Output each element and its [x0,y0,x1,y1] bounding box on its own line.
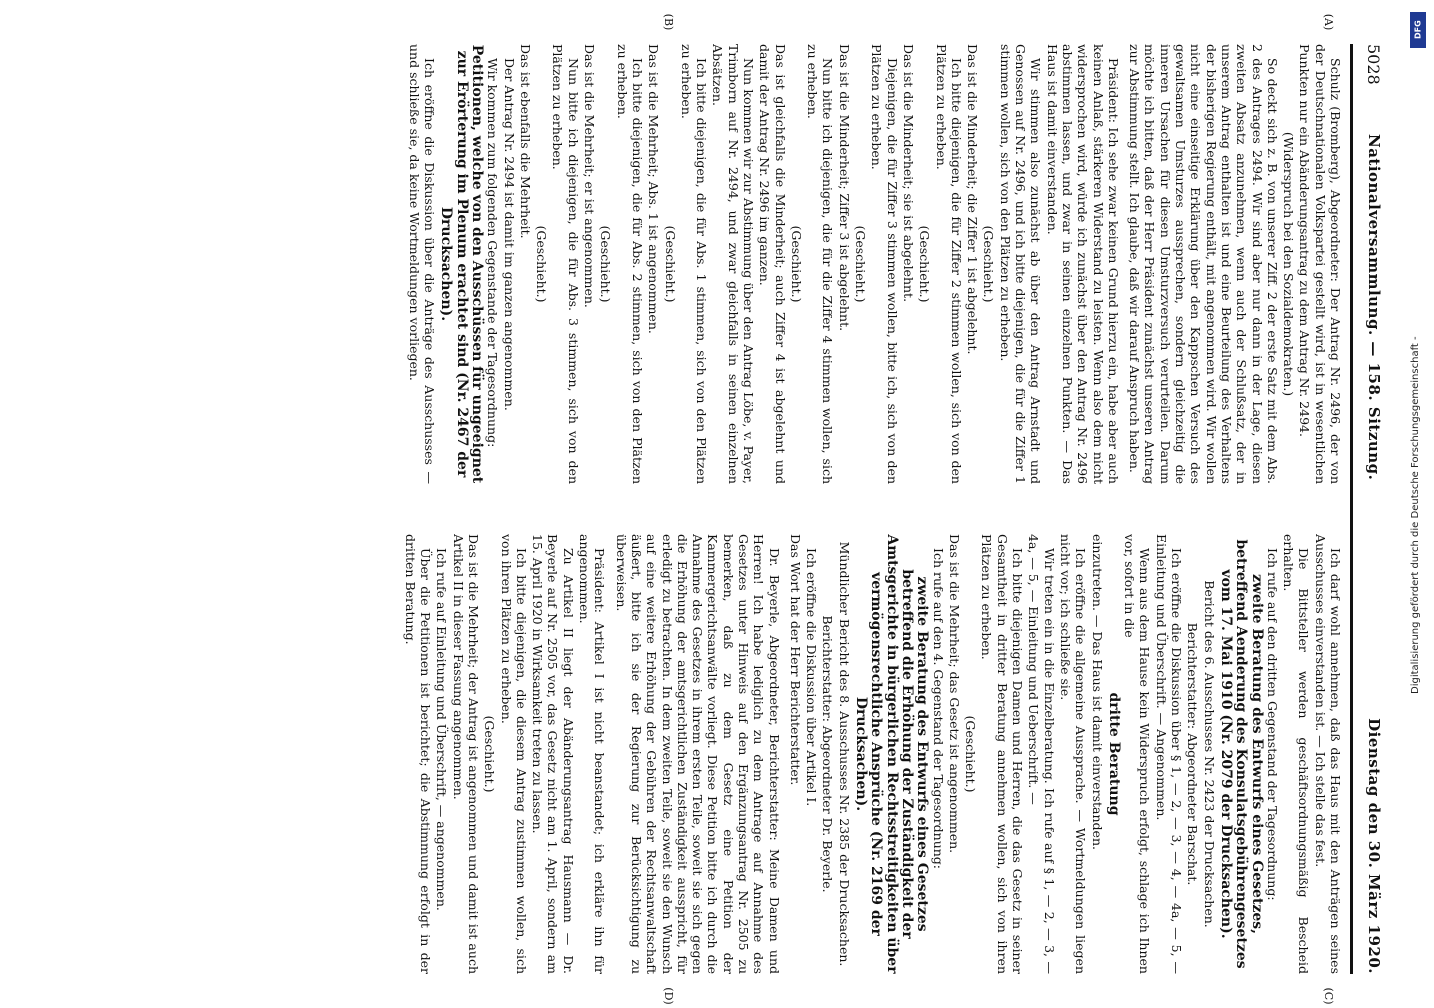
page-header [1355,44,1391,974]
interjection: (Geschieht.) [534,225,550,303]
paragraph: Ich bitte diejenigen, die für Abs. 1 stimmen, sich von den Plätzen zu erheben. [678,44,710,484]
agenda-heading: zweite Beratung des Entwurfs eines Gesetzes betreffend die Erhöhung der Zuständigkeit der Amtsgerichte in bürgerlichen Rechtsstreitigkeiten über vermögensrechtliche Ansprüche (Nr. 2169 der Drucksachen). [853,534,931,974]
paragraph: Das ist die Minderheit; die Ziffer 1 ist abgelehnt. [965,44,981,355]
paragraph: Nun bitte ich diejenigen, die für Abs. 3 stimmen, sich von den Plätzen zu erheben. [550,44,581,484]
margin-marker-d: (D) [662,987,675,1005]
paragraph: Der Antrag Nr. 2494 ist damit im ganzen angenommen. [501,58,517,411]
paragraph: So deckt sich z. B. von unserer Ziff. 2 der erste Satz mit dem Abs. 2 des Antrages 2494. Wir sind aber nur dann in der Lage, diesen zweiten Absatz anzunehmen, wenn auch der Schlußsatz, der in unserem Antrag enthalten ist und eine Beurteilung des Verhaltens der bisherigen Regierung enthält, mit angenommen wird. Wir wollen nicht eine einseitige Erklärung über den Kappschen Versuch des gewaltsamen Umsturzes aussprechen, sondern gleichzeitig die inneren Ursachen für diesen Umsturzversuch verurteilen. Darum möchte ich bitten, daß der Herr Präsident zunächst unseren Antrag zur Abstimmung stellt. Ich glaube, daß wir darauf Anspruch haben. [1127,44,1280,484]
paragraph: Das ist ebenfalls die Mehrheit. [517,44,533,239]
paragraph: Die Bittsteller werden geschäftsordnungsmäßig Bescheid erhalten. [1281,534,1312,974]
paragraph: Diejenigen, die für Ziffer 3 stimmen wollen, bitte ich, sich von den Plätzen zu erheben. [869,44,900,484]
interjection: (Geschieht.) [853,225,869,303]
paragraph: Das ist die Mehrheit; Abs. 1 ist angenommen. [646,44,662,334]
paragraph: Das Wort hat der Herr Berichterstatter. [787,534,803,786]
header-rule [1350,44,1353,974]
paragraph: Zu Artikel II liegt der Abänderungsantrag Hausmann — Dr. Beyerle auf Nr. 2505 vor, das Gesetz nicht am 1. April, sondern am 15. April 1920 in Wirksamkeit treten zu lassen. [530,534,576,974]
interjection: (Geschieht.) [963,715,979,793]
interjection: (Widerspruch bei den Sozialdemokraten.) [1281,131,1297,397]
credit-text: Digitalisierung gefördert durch die Deutsche Forschungsgemeinschaft - [1410,336,1421,694]
paragraph: Berichterstatter: Abgeordneter Barschat. [1185,622,1201,886]
margin-marker-a: (A) [1322,13,1335,31]
paragraph: Mündlicher Bericht des 8. Ausschusses Nr. 2385 der Drucksachen. [836,541,852,967]
paragraph: Ich bitte diejenigen, die für Abs. 2 stimmen, sich von den Plätzen zu erheben. [614,44,645,484]
paragraph: Das ist die Mehrheit; er ist angenommen. [582,44,598,308]
paragraph: Ich bitte diejenigen, die diesem Antrag zustimmen wollen, sich von ihren Plätzen zu erheben. [498,534,529,974]
paragraph: Präsident: Artikel I ist nicht beanstandet; ich erkläre ihn für angenommen. [577,534,608,974]
paragraph: Das ist die Mehrheit; das Gesetz ist angenommen. [946,534,962,854]
paragraph: Wir stimmen also zunächst ab über den Antrag Arnstadt und Genossen auf Nr. 2496, und ich bitte diejenigen, die für die Ziffer 1 stimmen wollen, sich von den Plätzen zu erheben. [997,44,1044,484]
paragraph: Ich eröffne die allgemeine Aussprache. — Wortmeldungen liegen nicht vor; ich schließe sie. [1057,534,1089,974]
paragraph: Nun bitte ich diejenigen, die für die Ziffer 4 stimmen wollen, sich zu erheben. [805,44,836,484]
right-column [43,534,1343,974]
document-page [5,4,1395,1005]
paragraph: Wir kommen zum folgenden Gegenstande der Tagesordnung: [485,58,501,448]
header-date: Dienstag den 30. März 1920. [1365,718,1383,974]
margin-marker-b: (B) [662,13,675,31]
page-number: 5028 [1364,44,1383,85]
paragraph: Ich rufe auf Einleitung und Überschrift, — angenommen. [434,548,450,911]
agenda-heading: zweite Beratung des Entwurfs eines Gesetzes, betreffend Aenderung des Konsulatsgebührengesetzes vom 17. Mai 1910 (Nr. 2079 der Drucksachen). [1217,539,1265,969]
interjection: (Geschieht.) [662,225,678,303]
interjection: (Geschieht.) [598,225,614,303]
paragraph: Berichterstatter: Abgeordneter Dr. Beyerle. [820,615,836,893]
paragraph: Ich darf wohl annehmen, daß das Haus mit den Anträgen seines Ausschusses einverstanden ist. — Ich stelle das fest. [1312,534,1343,974]
paragraph: Nun kommen wir zur Abstimmung über den Antrag Löbe, v. Payer, Trimborn auf Nr. 2494, und zwar gleichfalls in seinen einzelnen Absätzen. [710,44,757,484]
paragraph: Ich rufe auf den dritten Gegenstand der Tagesordnung: [1264,548,1280,901]
margin-marker-c: (C) [1322,987,1335,1005]
paragraph: Das ist die Mehrheit; der Antrag ist angenommen und damit ist auch Artikel II in dieser Fassung angenommen. [450,534,481,974]
header-title: Nationalversammlung. — 158. Sitzung. [1365,134,1383,481]
paragraph: Bericht des 6. Ausschusses Nr. 2423 der Drucksachen. [1201,580,1217,928]
paragraph: Ich bitte diejenigen, die für Ziffer 2 stimmen wollen, sich von den Plätzen zu erheben. [933,44,964,484]
paragraph: Ich bitte diejenigen Damen und Herren, die das Gesetz in seiner Gesamtheit in dritter Beratung annehmen wollen, sich von ihren Plätzen zu erheben. [979,534,1026,974]
paragraph: Wir treten ein in die Einzelberatung. Ich rufe auf § 1, — 2, — 3, — 4a, — 5, — Einleitung und Ueberschrift. — [1026,534,1057,974]
paragraph: Das ist die Minderheit; sie ist abgelehnt. [900,44,916,303]
paragraph: Ich eröffne die Diskussion über die Anträge des Ausschusses — und schließe sie, da keine Wortmeldungen vorliegen. [406,44,438,484]
paragraph: Präsident: Ich sehe zwar keinen Grund hierzu ein, habe aber auch keinen Anlaß, stärkeren Widerstand zu leisten. Wenn also dem nicht widersprochen wird, würde ich zunächst über den Antrag Nr. 2496 abstimmen lassen, und zwar in seinen einzelnen Punkten. — Das Haus ist damit einverstanden. [1044,44,1121,484]
paragraph: Wenn aus dem Hause kein Widerspruch erfolgt, schlage ich Ihnen vor, sofort in die [1122,534,1153,974]
digitization-credit [1408,6,1432,996]
paragraph: Ich rufe auf den 4. Gegenstand der Tagesordnung: [930,548,946,870]
interjection: (Geschieht.) [482,715,498,793]
paragraph: Das ist die Minderheit; Ziffer 3 ist abgelehnt. [836,44,852,332]
left-column [43,44,1343,484]
interjection: (Geschieht.) [917,225,933,303]
paragraph: Ich eröffne die Diskussion über Artikel I. [804,548,820,807]
agenda-heading: dritte Beratung [1105,692,1122,816]
paragraph: Ich eröffne die Diskussion über § 1, — 2, — 3, — 4, — 4a, — 5, — Einleitung und Überschrift. — Angenommen. [1153,534,1185,974]
dfg-logo: DFG [1410,12,1426,48]
paragraph: Das ist gleichfalls die Minderheit; auch Ziffer 4 ist abgelehnt und damit der Antrag Nr. 2496 im ganzen. [757,44,788,484]
paragraph: Dr. Beyerle, Abgeordneter, Berichterstatter: Meine Damen und Herren! Ich habe lediglich zu dem Antrage auf Annahme des Gesetzes unter Hinweis auf den Ergänzungsantrag Nr. 2505 zu bemerken, daß zu dem Gesetz eine Petition der Kammergerichtsanwälte vorliegt. Diese Petition bitte ich durch die Annahme des Gesetzes in ihrem ersten Teile, soweit sie sich gegen die Erhöhung der amtsgerichtlichen Zuständigkeit ausspricht, für erledigt zu betrachten. In dem zweiten Teile, soweit sie den Wunsch auf eine weitere Erhöhung der Gebühren der Rechtsanwaltschaft äußert, bitte ich sie der Regierung zur Berücksichtigung zu überweisen. [613,534,782,974]
interjection: (Geschieht.) [981,225,997,303]
paragraph: Schulz (Bromberg), Abgeordneter: Der Antrag Nr. 2496, der von der Deutschnationalen Volkspartei gestellt wird, ist in wesentlichen Punkten nur ein Abänderungsantrag zu dem Antrag Nr. 2494. [1297,44,1343,484]
paragraph: einzutreten. — Das Haus ist damit einverstanden. [1089,534,1105,850]
interjection: (Geschieht.) [788,225,804,303]
agenda-heading: Petitionen, welche von den Ausschüssen für ungeeignet zur Erörterung im Plenum erachtet sind (Nr. 2467 der Drucksachen). [438,44,485,484]
paragraph: Über die Petitionen ist berichtet; die Abstimmung erfolgt in der dritten Beratung. [402,534,434,974]
